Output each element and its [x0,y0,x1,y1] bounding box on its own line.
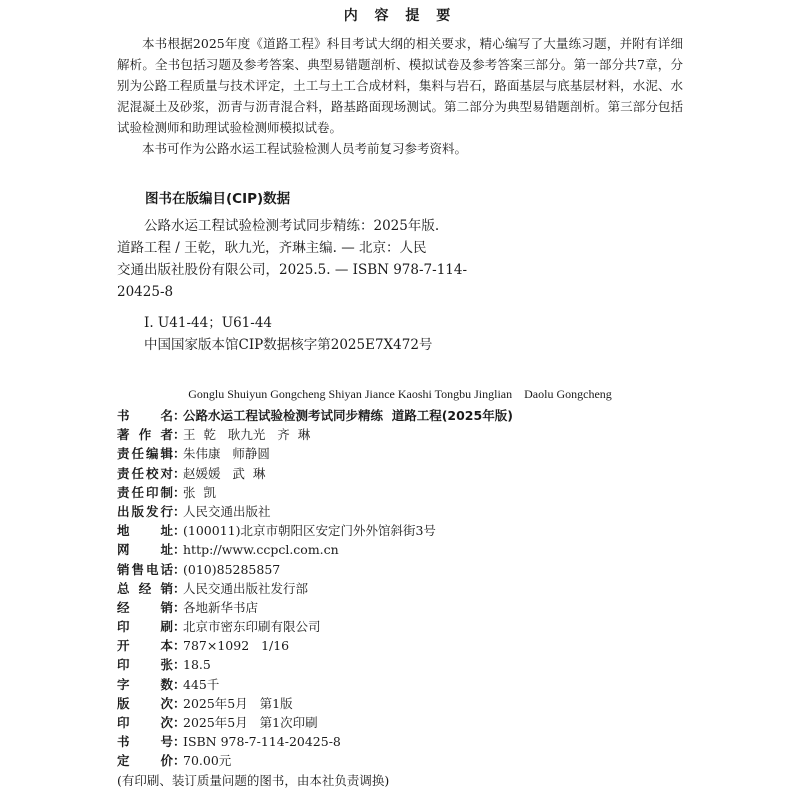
detail-colon: ： [173,619,186,635]
detail-value: 18.5 [183,657,211,673]
detail-label: 销 售 电 话 [117,561,173,577]
detail-colon: ： [173,657,186,673]
cip-line: 交通出版社股份有限公司，2025.5. — ISBN 978-7-114- [117,262,468,278]
detail-label: 责 任 印 制 [117,484,173,500]
detail-value: 787×1092 1/16 [183,638,290,654]
detail-label: 开 本 [117,638,173,654]
detail-colon: ： [173,753,186,769]
detail-colon: ： [173,580,186,596]
detail-row [117,502,683,521]
detail-row [117,521,683,540]
detail-value: ISBN 978-7-114-20425-8 [183,734,341,750]
detail-row [117,406,683,425]
detail-colon: ： [173,427,186,443]
detail-value: 王 乾 耿九光 齐 琳 [183,427,311,443]
detail-row [117,483,683,502]
detail-value: 公路水运工程试验检测考试同步精练 道路工程(2025年版) [183,408,513,423]
detail-colon: ： [173,561,186,577]
detail-colon: ： [173,676,186,692]
detail-value: 人民交通出版社 [183,503,271,519]
cip-record-number: 中国国家版本馆CIP数据核字第2025E7X472号 [144,337,433,353]
detail-value: 北京市密东印刷有限公司 [183,619,321,635]
detail-label: 印 次 [117,715,173,730]
detail-value: 朱伟康 师静圆 [183,446,270,462]
detail-label: 责 任 编 辑 [117,446,173,462]
detail-row [117,694,683,713]
detail-value: 各地新华书店 [183,599,259,615]
detail-colon: ： [173,446,186,462]
detail-label: 书 号 [117,734,173,750]
summary-section [117,33,683,159]
summary-paragraph: 本书根据2025年度《道路工程》科目考试大纲的相关要求，精心编写了大量练习题，并附有详细解析。全书包括习题及参考答案、典型易错题剖析、模拟试卷及参考答案三部分。第一部分共7章，分别为公路工程质量与技术评定，土工与土工合成材料，集料与岩石，路面基层与底基层材料，水泥、水泥混凝土及砂浆，沥青与沥青混合料，路基路面现场测试。第二部分为典型易错题剖析。第三部分包括试验检测师和助理试验检测师模拟试卷。 [117,36,683,135]
cip-block [117,215,497,356]
detail-label: 定 价 [117,753,173,769]
detail-value: 人民交通出版社发行部 [183,580,309,596]
detail-value: 张 凯 [183,484,216,500]
detail-colon: ： [173,503,186,519]
detail-colon: ： [173,484,186,500]
detail-label: 印 张 [117,657,173,673]
detail-colon: ： [173,523,186,539]
detail-value: 70.00元 [183,753,232,769]
detail-row [117,444,683,463]
detail-colon: ： [173,465,186,481]
detail-value: http://www.ccpcl.com.cn [183,542,339,558]
detail-row [117,617,683,636]
detail-value: 2025年5月 第1版 [183,695,293,711]
cip-classification: Ⅰ. U41-44；U61-44 [144,315,273,331]
detail-label: 经 销 [117,599,173,615]
detail-colon: ： [173,734,186,750]
summary-paragraph: 本书可作为公路水运工程试验检测人员考前复习参考资料。 [142,141,468,156]
detail-label: 印 刷 [117,619,173,635]
detail-colon: ： [173,408,186,423]
detail-value: (100011)北京市朝阳区安定门外外馆斜街3号 [183,523,436,539]
detail-row [117,655,683,674]
detail-row [117,675,683,694]
pinyin-title: Gonglu Shuiyun Gongcheng Shiyan Jiance Kaoshi Tongbu Jinglian Daolu Gongcheng [188,387,612,401]
cip-line: 道路工程 / 王乾，耿九光，齐琳主编. — 北京：人民 [117,240,427,256]
detail-value: 2025年5月 第1次印刷 [183,715,318,730]
detail-label: 地 址 [117,523,173,539]
summary-title: 内 容 提 要 [343,8,457,24]
detail-value: 445千 [183,676,220,692]
detail-label: 字 数 [117,676,173,692]
detail-row [117,579,683,598]
detail-row [117,713,683,732]
detail-row [117,751,683,770]
detail-label: 网 址 [117,542,173,558]
publication-details [117,406,683,790]
detail-colon: ： [173,542,186,558]
detail-label: 版 次 [117,695,173,711]
detail-colon: ： [173,715,186,730]
detail-colon: ： [173,599,186,615]
cip-line: 公路水运工程试验检测考试同步精练：2025年版. [144,218,440,234]
detail-row [117,598,683,617]
detail-row [117,636,683,655]
detail-colon: ： [173,638,186,654]
detail-label: 责 任 校 对 [117,465,173,481]
detail-row [117,540,683,559]
quality-note: (有印刷、装订质量问题的图书，由本社负责调换) [117,772,390,788]
detail-label: 著 作 者 [117,427,173,443]
detail-colon: ： [173,695,186,711]
detail-row [117,425,683,444]
detail-label: 出 版 发 行 [117,503,173,519]
detail-value: (010)85285857 [183,561,281,577]
detail-row [117,560,683,579]
cip-line: 20425-8 [117,284,174,300]
detail-row [117,464,683,483]
detail-value: 赵媛媛 武 琳 [183,465,266,481]
cip-heading: 图书在版编目(CIP)数据 [145,191,291,207]
detail-label: 总 经 销 [117,580,173,596]
detail-label: 书 名 [117,408,173,423]
detail-row [117,732,683,751]
